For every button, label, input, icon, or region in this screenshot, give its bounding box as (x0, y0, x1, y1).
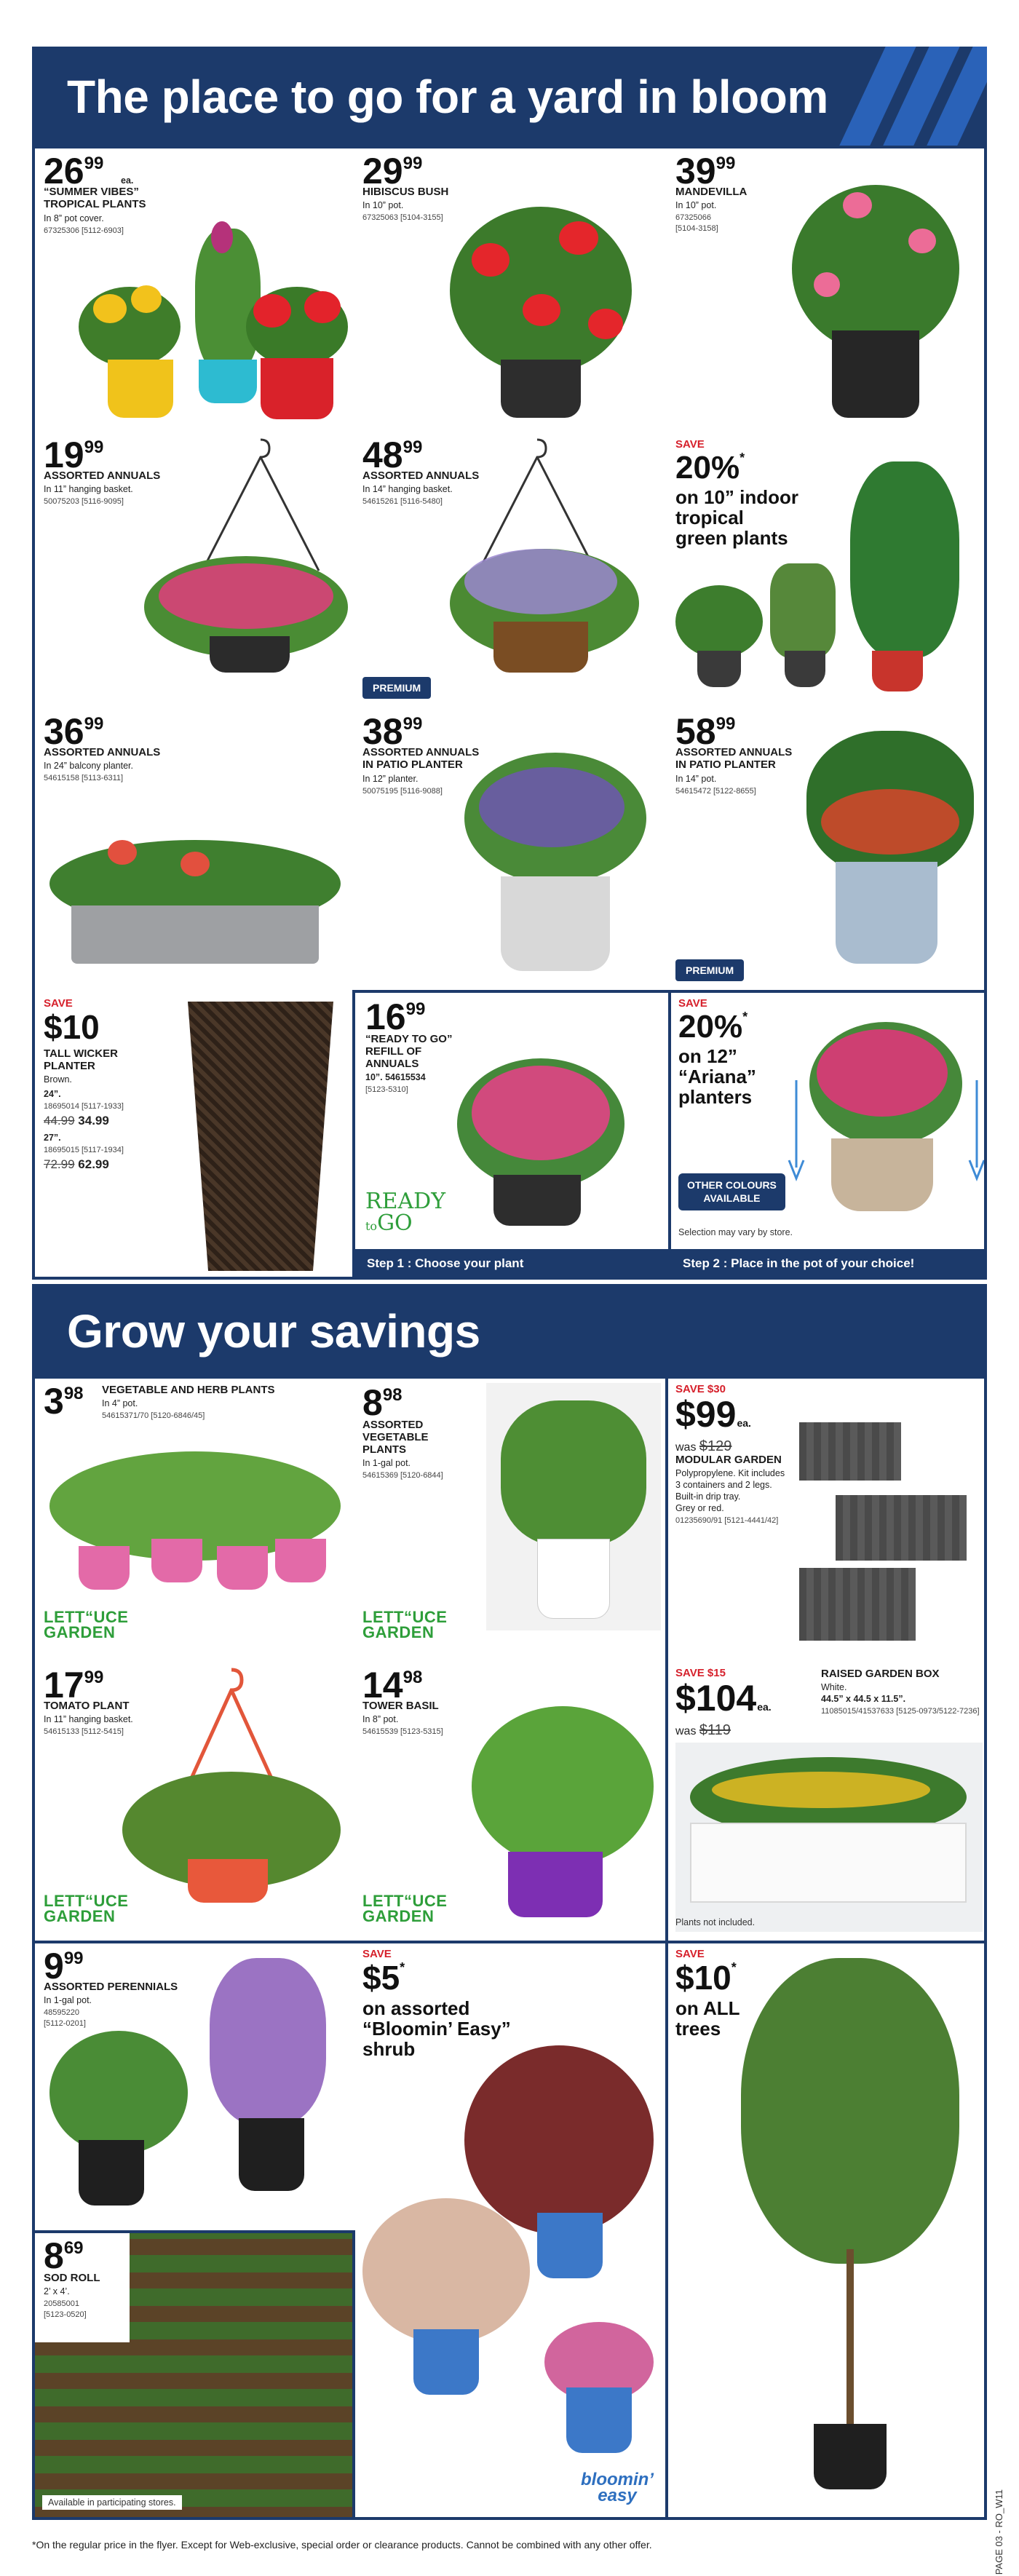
flower-image (211, 221, 233, 253)
save-label: SAVE (678, 997, 707, 1010)
product-title: HIBISCUS BUSH (362, 186, 449, 198)
product-title: VEGETABLE AND HERB PLANTS (102, 1384, 275, 1396)
other-colours-badge: OTHER COLOURS AVAILABLE (678, 1173, 785, 1210)
modular-garden-image (799, 1568, 916, 1641)
product-desc: In 14” pot. (675, 774, 717, 784)
lettuce-garden-logo: LETT“UCE GARDEN (362, 1608, 448, 1641)
plant-image (792, 185, 959, 352)
price-compare: 44.99 34.99 (44, 1114, 109, 1128)
flower-image (523, 294, 560, 326)
plant-image (450, 207, 632, 374)
product-title: ASSORTED ANNUALS (362, 469, 480, 482)
section-yard-in-bloom (32, 146, 987, 1280)
pot-image (188, 1859, 268, 1903)
pot-image (697, 651, 741, 687)
promo-all-trees[interactable] (668, 1943, 987, 2520)
save-label: SAVE (362, 1948, 392, 1960)
save-percent: 20%* (675, 450, 745, 486)
flower-image (559, 221, 598, 255)
banner-yard-in-bloom (32, 47, 987, 148)
promo-text: on ALL (675, 1997, 740, 2019)
product-vegetable-herb[interactable] (35, 1379, 355, 1662)
product-desc: In 1-gal pot. (362, 1458, 411, 1468)
product-title: TALL WICKER (44, 1047, 118, 1060)
product-sku: 48595220 (44, 2008, 79, 2017)
banner-title: The place to go for a yard in bloom (67, 71, 828, 123)
flower-image (817, 1029, 948, 1117)
product-title: ASSORTED ANNUALS (44, 469, 161, 482)
plant-image (362, 2198, 530, 2344)
product-title: IN PATIO PLANTER (362, 758, 463, 771)
product-price: 1699 (365, 996, 426, 1037)
selection-note: Selection may vary by store. (678, 1227, 793, 1237)
product-price: 3899 (362, 711, 423, 752)
product-desc: Built-in drip tray. (675, 1491, 741, 1502)
tree-image (741, 1958, 959, 2264)
promo-text: green plants (675, 527, 788, 549)
pot-image (79, 1546, 130, 1590)
pot-image (501, 360, 581, 418)
flower-image (588, 309, 623, 339)
product-price: 3699 (44, 711, 104, 752)
pot-image (275, 1539, 326, 1582)
plant-image (49, 2031, 188, 2155)
pot-image (831, 1138, 933, 1211)
flower-image (843, 192, 872, 218)
pot-image (508, 1852, 603, 1917)
product-sku: 54615371/70 [5120-6846/45] (102, 1411, 205, 1420)
product-desc: In 10” pot. (675, 200, 717, 210)
product-price: $104ea. (675, 1678, 772, 1719)
flower-image (821, 789, 959, 855)
product-desc: In 12” planter. (362, 774, 419, 784)
product-title: ASSORTED (362, 1419, 424, 1431)
step-1-bar: Step 1 : Choose your plant (355, 1249, 668, 1278)
promo-indoor-tropical[interactable] (668, 432, 987, 709)
pot-image (217, 1546, 268, 1590)
section-grow-savings (32, 1376, 987, 2520)
planter-image (188, 1002, 333, 1271)
pot-image (151, 1539, 202, 1582)
product-sku: [5123-5310] (365, 1085, 408, 1094)
promo-text: on 12” (678, 1045, 737, 1067)
flower-image (181, 852, 210, 876)
flower-image (304, 291, 341, 323)
plant-image (210, 1958, 326, 2125)
pot-image (785, 651, 825, 687)
ready-to-go-logo: READY toGO (365, 1189, 446, 1236)
product-price: 398 (44, 1381, 84, 1422)
product-price: 2699 (44, 151, 104, 191)
pot-image (261, 358, 333, 419)
flower-image (108, 840, 137, 865)
product-price: 1999 (44, 435, 104, 475)
price-compare: was $119 (675, 1722, 731, 1738)
arrow-down-icon (788, 1080, 805, 1182)
product-title: ASSORTED ANNUALS (44, 746, 161, 758)
product-desc: Grey or red. (675, 1503, 724, 1513)
product-sku: 20585001 (44, 2299, 79, 2308)
premium-badge: PREMIUM (675, 959, 744, 981)
product-sku: 67325063 [5104-3155] (362, 213, 443, 222)
flower-image (464, 549, 617, 614)
pot-image (814, 2424, 887, 2489)
product-title: ASSORTED ANNUALS (675, 746, 793, 758)
product-title: SOD ROLL (44, 2272, 100, 2284)
product-title: TOMATO PLANT (44, 1700, 130, 1712)
pot-image (836, 862, 937, 964)
product-sku: 54615539 [5123-5315] (362, 1727, 443, 1736)
product-annuals-14-basket[interactable] (355, 432, 668, 709)
product-sku: [5123-0520] (44, 2310, 87, 2319)
product-sku: 54615472 [5122-8655] (675, 787, 756, 796)
product-price: $99ea. (675, 1394, 751, 1435)
pot-image (79, 2140, 144, 2206)
lettuce-garden-logo: LETT“UCE GARDEN (362, 1892, 448, 1925)
product-title: ASSORTED ANNUALS (362, 746, 480, 758)
product-price: 869 (44, 2235, 84, 2276)
product-sku: 50075203 [5116-9095] (44, 497, 124, 506)
product-desc: In 10” pot. (362, 200, 404, 210)
product-title: PLANTER (44, 1060, 95, 1072)
product-desc: In 24” balcony planter. (44, 761, 133, 771)
product-desc: 2’ x 4’. (44, 2286, 70, 2296)
product-title: ASSORTED PERENNIALS (44, 1981, 178, 1993)
product-desc: In 8” pot. (362, 1714, 399, 1724)
promo-text: on 10” indoor (675, 486, 798, 508)
flower-image (908, 229, 936, 253)
product-sku: 50075195 [5116-9088] (362, 787, 443, 796)
footer-disclaimer: *On the regular price in the flyer. Except for Web-exclusive, special order or clearance products. Cannot be combined with any other offer. (32, 2539, 652, 2551)
plant-image (472, 1706, 654, 1866)
save-label: SAVE $30 (675, 1383, 726, 1395)
product-title: PLANTS (362, 1443, 406, 1456)
product-sku: 54615133 [5112-5415] (44, 1727, 124, 1736)
flower-image (93, 294, 127, 323)
product-sku: 54615369 [5120-6844] (362, 1471, 443, 1480)
product-tower-basil[interactable] (355, 1662, 665, 1942)
pot-image (239, 2118, 304, 2191)
product-desc: 44.5” x 44.5 x 11.5”. (821, 1694, 906, 1704)
price-unit: ea. (121, 175, 134, 186)
save-label: SAVE $15 (675, 1667, 726, 1679)
plant-image (79, 287, 181, 367)
product-price: 1799 (44, 1665, 104, 1705)
flower-image (159, 563, 333, 629)
pot-image (832, 330, 919, 418)
product-title: TROPICAL PLANTS (44, 198, 146, 210)
product-desc: In 8” pot cover. (44, 213, 104, 223)
product-annuals-24-balcony[interactable] (35, 709, 355, 993)
product-tomato-plant[interactable] (35, 1662, 355, 1942)
product-sku: 54615158 [5113-6311] (44, 774, 124, 782)
save-label: SAVE (675, 1948, 705, 1960)
product-mandevilla[interactable] (668, 148, 987, 432)
pot-image (566, 2387, 632, 2453)
plant-image (850, 461, 959, 658)
flower-image (472, 1066, 610, 1160)
modular-garden-image (836, 1495, 967, 1561)
save-label: SAVE (675, 438, 705, 451)
arrow-down-icon (968, 1080, 986, 1182)
promo-text: “Ariana” (678, 1066, 756, 1087)
product-title: REFILL OF (365, 1045, 422, 1058)
banner-title: Grow your savings (67, 1305, 480, 1358)
plants-not-included-note: Plants not included. (675, 1917, 756, 1927)
pot-image (493, 1175, 581, 1226)
pot-image (199, 360, 257, 403)
pot-image (71, 905, 319, 964)
pot-image (501, 876, 610, 971)
product-desc: In 11” hanging basket. (44, 1714, 133, 1724)
save-label: SAVE (44, 997, 73, 1010)
product-summer-vibes[interactable] (35, 148, 355, 432)
product-price: 3999 (675, 151, 736, 191)
product-price: 1498 (362, 1665, 423, 1705)
promo-bloomin-easy[interactable] (355, 1943, 665, 2520)
product-annuals-patio-14[interactable] (668, 709, 987, 993)
product-title: ANNUALS (365, 1058, 419, 1070)
price-compare: was $129 (675, 1438, 732, 1454)
product-sku: 18695015 [5117-1934] (44, 1146, 124, 1154)
product-title: MANDEVILLA (675, 186, 748, 198)
plant-image (675, 585, 763, 658)
product-desc: In 14” hanging basket. (362, 484, 453, 494)
product-desc: White. (821, 1682, 847, 1692)
promo-price: $5* (362, 1959, 405, 1997)
pot-image (537, 2213, 603, 2278)
banner-grow-savings (32, 1284, 987, 1379)
product-tall-wicker-planter[interactable] (35, 993, 352, 1280)
step-2-bar: Step 2 : Place in the pot of your choice! (671, 1249, 987, 1278)
product-sku: 18695014 [5117-1933] (44, 1102, 124, 1111)
price-compare: 72.99 62.99 (44, 1157, 109, 1171)
product-assorted-vegetable[interactable] (355, 1379, 665, 1662)
product-annuals-patio-12[interactable] (355, 709, 668, 993)
product-title: VEGETABLE (362, 1431, 429, 1443)
flower-image (253, 294, 291, 328)
product-desc: 3 containers and 2 legs. (675, 1480, 772, 1490)
promo-text: shrub (362, 2038, 416, 2060)
product-desc: 10”. 54615534 (365, 1072, 426, 1082)
page-code: PAGE 03 - RO_W11 (994, 2489, 1004, 2575)
product-title: IN PATIO PLANTER (675, 758, 776, 771)
product-title: RAISED GARDEN BOX (821, 1668, 940, 1680)
product-sod-roll[interactable] (35, 2233, 352, 2520)
size-option: 24”. (44, 1089, 61, 1099)
product-title: “SUMMER VIBES” (44, 186, 139, 198)
product-sku: 67325306 [5112-6903] (44, 226, 124, 235)
flower-image (472, 243, 510, 277)
pot-image (537, 1539, 610, 1619)
lettuce-garden-logo: LETT“UCE GARDEN (44, 1892, 129, 1925)
flower-image (712, 1772, 930, 1808)
product-price: 999 (44, 1946, 84, 1986)
plant-image (770, 563, 836, 658)
lettuce-garden-logo: LETT“UCE GARDEN (44, 1608, 129, 1641)
promo-price: $10* (675, 1959, 737, 1997)
product-ready-to-go-refill[interactable] (355, 993, 668, 1280)
product-price: 2999 (362, 151, 423, 191)
product-desc: Polypropylene. Kit includes (675, 1468, 785, 1478)
product-price: 898 (362, 1382, 403, 1423)
save-percent: 20%* (678, 1009, 748, 1045)
promo-text: planters (678, 1086, 753, 1108)
product-sku: 67325066 (675, 213, 711, 222)
flower-image (479, 767, 625, 847)
promo-text: on assorted (362, 1997, 470, 2019)
pot-image (413, 2329, 479, 2395)
product-hibiscus[interactable] (355, 148, 668, 432)
product-sku: [5104-3158] (675, 224, 718, 233)
bloomin-easy-logo: bloomin’ easy (581, 2470, 654, 2505)
promo-text: tropical (675, 507, 744, 528)
product-annuals-11-basket[interactable] (35, 432, 355, 709)
product-modular-garden[interactable] (668, 1379, 987, 1662)
promo-text: “Bloomin’ Easy” (362, 2018, 511, 2040)
plant-image (501, 1400, 646, 1546)
product-desc: In 11” hanging basket. (44, 484, 133, 494)
flower-image (131, 285, 162, 313)
premium-badge: PREMIUM (362, 677, 431, 699)
product-desc: Brown. (44, 1074, 72, 1085)
tree-trunk (846, 2249, 854, 2431)
modular-garden-image (799, 1422, 901, 1481)
product-raised-garden-box[interactable] (668, 1662, 987, 1942)
product-sku: 11085015/41537633 [5125-0973/5122-7236] (821, 1707, 980, 1716)
product-title: “READY TO GO” (365, 1033, 453, 1045)
pot-image (872, 651, 923, 691)
product-desc: In 1-gal pot. (44, 1995, 92, 2005)
flower-image (814, 272, 840, 297)
garden-box-image (690, 1823, 967, 1903)
product-price: 4899 (362, 435, 423, 475)
availability-note: Available in participating stores. (42, 2495, 182, 2510)
product-price: 5899 (675, 711, 736, 752)
product-sku: 54615261 [5116-5480] (362, 497, 443, 506)
product-price: $10 (44, 1008, 100, 1046)
product-title: MODULAR GARDEN (675, 1454, 782, 1466)
promo-text: trees (675, 2018, 721, 2040)
product-desc: In 4” pot. (102, 1398, 138, 1408)
plant-image (464, 2045, 654, 2235)
product-title: TOWER BASIL (362, 1700, 439, 1712)
product-sku: [5112-0201] (44, 2019, 86, 2028)
pot-image (108, 360, 173, 418)
product-sku: 01235690/91 [5121-4441/42] (675, 1516, 779, 1525)
size-option: 27”. (44, 1133, 61, 1143)
promo-ariana-planters[interactable] (671, 993, 987, 1280)
pot-image (210, 636, 290, 673)
product-assorted-perennials[interactable] (35, 1943, 352, 2230)
pot-image (493, 622, 588, 673)
